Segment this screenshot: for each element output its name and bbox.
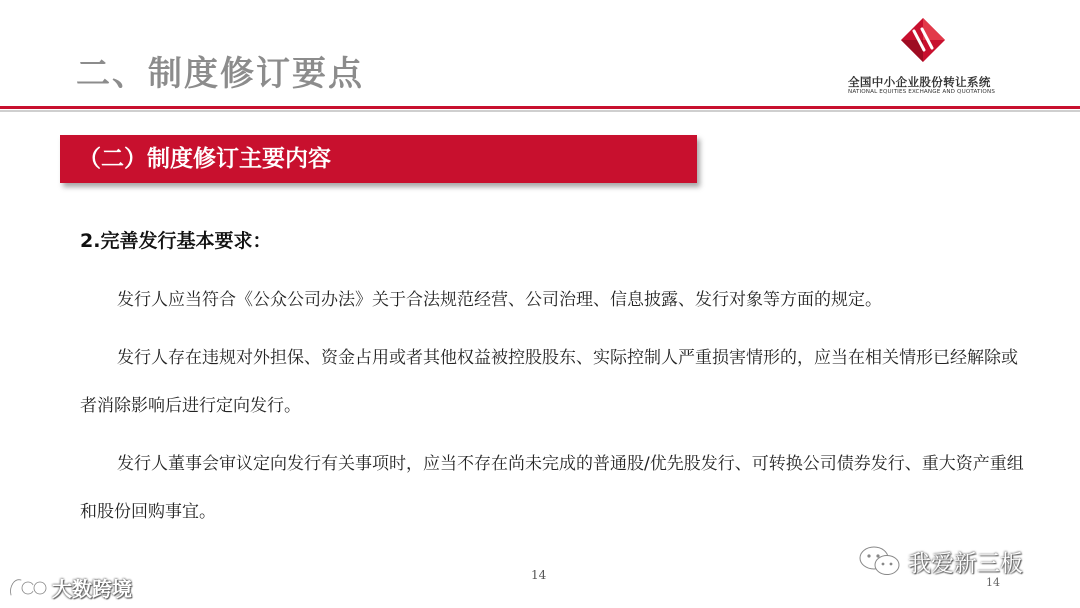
logo-name-en: NATIONAL EQUITIES EXCHANGE AND QUOTATIONS [848,89,996,95]
watermark-logo-icon [8,575,48,599]
body-paragraph: 发行人应当符合《公众公司办法》关于合法规范经营、公司治理、信息披露、发行对象等方面的规定。 [117,290,882,310]
section-banner [60,135,697,183]
watermark-right-text: 我爱新三板 [908,550,1023,577]
page-title: 二、制度修订要点 [76,54,364,94]
page-number-corner: 14 [986,576,1000,589]
page-number: 14 [531,568,547,582]
logo-name-cn: 全国中小企业股份转让系统 [848,75,991,89]
wechat-icon [858,544,902,578]
neeq-logo-icon [900,17,946,63]
watermark-left-text: 大数跨境 [52,576,132,601]
header-divider-gray [0,110,1080,112]
body-paragraph: 发行人存在违规对外担保、资金占用或者其他权益被控股股东、实际控制人严重损害情形的，应当在相关情形已经解除或者消除影响后进行定向发行。 [80,348,1018,416]
section-heading: 2.完善发行基本要求： [80,230,272,252]
watermark-right [858,543,1023,579]
header-divider-red [0,106,1080,109]
section-banner-title: （二）制度修订主要内容 [78,146,331,172]
watermark-left [8,572,132,602]
body-paragraph: 发行人董事会审议定向发行有关事项时，应当不存在尚未完成的普通股/优先股发行、可转换公司债券发行、重大资产重组和股份回购事宜。 [80,454,1024,522]
